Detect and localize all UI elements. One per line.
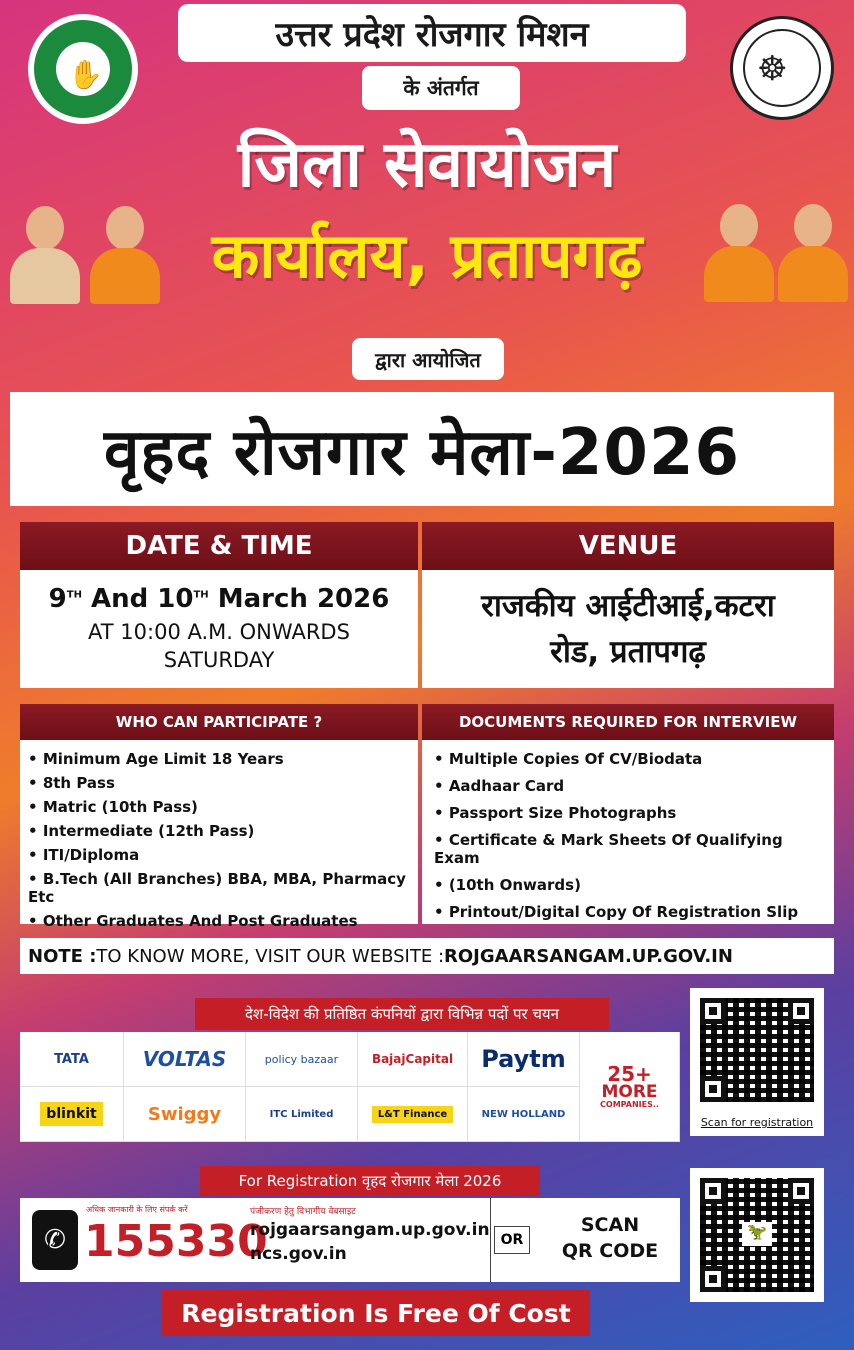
list-item: • Multiple Copies Of CV/Biodata [434,750,703,768]
date-time-heading: DATE & TIME [20,522,418,570]
event-time: AT 10:00 A.M. ONWARDS [88,620,350,644]
company-logo-policybazaar: policy bazaar [246,1032,358,1087]
list-item: • (10th Onwards) [434,876,581,894]
more-companies-badge: 25+ MORE COMPANIES.. [580,1032,680,1142]
portrait-right-1 [700,196,778,306]
company-logo-itc: ITC Limited [246,1087,358,1142]
portrait-left-2 [86,198,164,308]
company-logo-new-holland: NEW HOLLAND [468,1087,580,1142]
participate-heading: WHO CAN PARTICIPATE ? [20,704,418,740]
list-item: • Passport Size Photographs [434,804,677,822]
date-time-panel [20,570,418,688]
portal-site-2[interactable]: ncs.gov.in [250,1244,347,1264]
documents-heading: DOCUMENTS REQUIRED FOR INTERVIEW [422,704,834,740]
company-logo-paytm: Paytm [468,1032,580,1087]
company-logo-lt-finance: L&T Finance [358,1087,468,1142]
portal-label: पंजीकरण हेतु विभागीय वेबसाइट [250,1207,356,1217]
website-link[interactable]: ROJGAARSANGAM.UP.GOV.IN [444,945,733,967]
registration-title: For Registration वृहद रोजगार मेला 2026 [200,1166,540,1196]
helpline-label: अधिक जानकारी के लिए संपर्क करें [86,1205,188,1214]
venue-line2: रोड, प्रतापगढ़ [550,634,706,670]
helpline-number[interactable]: 155330 [84,1216,268,1267]
registration-panel [20,1198,680,1282]
scan-caption: Scan for registration [700,1116,814,1129]
list-item: • ITI/Diploma [28,846,140,864]
companies-title: देश-विदेश की प्रतिष्ठित कंपनियों द्वारा विभिन्न पदों पर चयन [195,998,609,1030]
list-item: • 8th Pass [28,774,115,792]
company-logo-bajaj: BajajCapital [358,1032,468,1087]
portrait-left-1 [6,198,84,308]
venue-line1: राजकीय आईटीआई,कटरा [481,588,775,624]
office-title-line1: जिला सेवायोजन [237,128,617,202]
list-item: • B.Tech (All Branches) BBA, MBA, Pharmacy Etc [28,870,406,906]
employment-services-emblem [28,14,138,124]
list-item: • Printout/Digital Copy Of Registration Slip [434,903,799,921]
company-logo-voltas: VOLTAS [124,1032,246,1087]
list-item: • Minimum Age Limit 18 Years [28,750,284,768]
or-divider: OR [494,1226,530,1254]
company-logo-tata: TATA [20,1032,124,1087]
registration-qr-card[interactable] [690,988,824,1136]
under-label: के अंतर्गत [362,66,520,110]
qr-code-label: QR CODE [561,1240,659,1262]
company-logo-blinkit: blinkit [20,1087,124,1142]
handshake-icon: ✋ [68,58,103,91]
office-title-line2: कार्यालय, प्रतापगढ़ [211,219,643,292]
mission-heading: उत्तर प्रदेश रोजगार मिशन [178,4,686,62]
venue-panel [422,570,834,688]
company-logo-swiggy: Swiggy [124,1087,246,1142]
documents-list [422,740,834,924]
organised-by-label: द्वारा आयोजित [352,338,504,380]
portal-site-1[interactable]: rojgaarsangam.up.gov.in [250,1220,490,1240]
list-item: • Other Graduates And Post Graduates [28,912,358,930]
list-item: • Aadhaar Card [434,777,565,795]
portrait-right-2 [774,196,852,306]
event-title: वृहद रोजगार मेला-2026 [10,392,834,506]
list-item: • Certificate & Mark Sheets Of Qualifying Exam [434,831,783,867]
list-item: • Matric (10th Pass) [28,798,198,816]
scan-label: SCAN [580,1214,640,1236]
venue-heading: VENUE [422,522,834,570]
dino-icon: 🦖 [742,1222,772,1246]
list-item: • Intermediate (12th Pass) [28,822,255,840]
phone-icon: ✆ [32,1210,78,1270]
company-logo-grid [20,1032,680,1142]
fish-bow-icon: ☸ [757,49,788,89]
participate-list [20,740,418,930]
website-note: NOTE : TO KNOW MORE, VISIT OUR WEBSITE : ROJGAARSANGAM.UP.GOV.IN [20,938,834,974]
up-government-emblem [730,16,834,120]
event-dates: 9TH And 10TH March 2026 [48,584,390,614]
event-weekday: SATURDAY [163,648,275,672]
ncs-qr-card[interactable] [690,1168,824,1302]
free-registration-banner: Registration Is Free Of Cost [162,1290,590,1336]
